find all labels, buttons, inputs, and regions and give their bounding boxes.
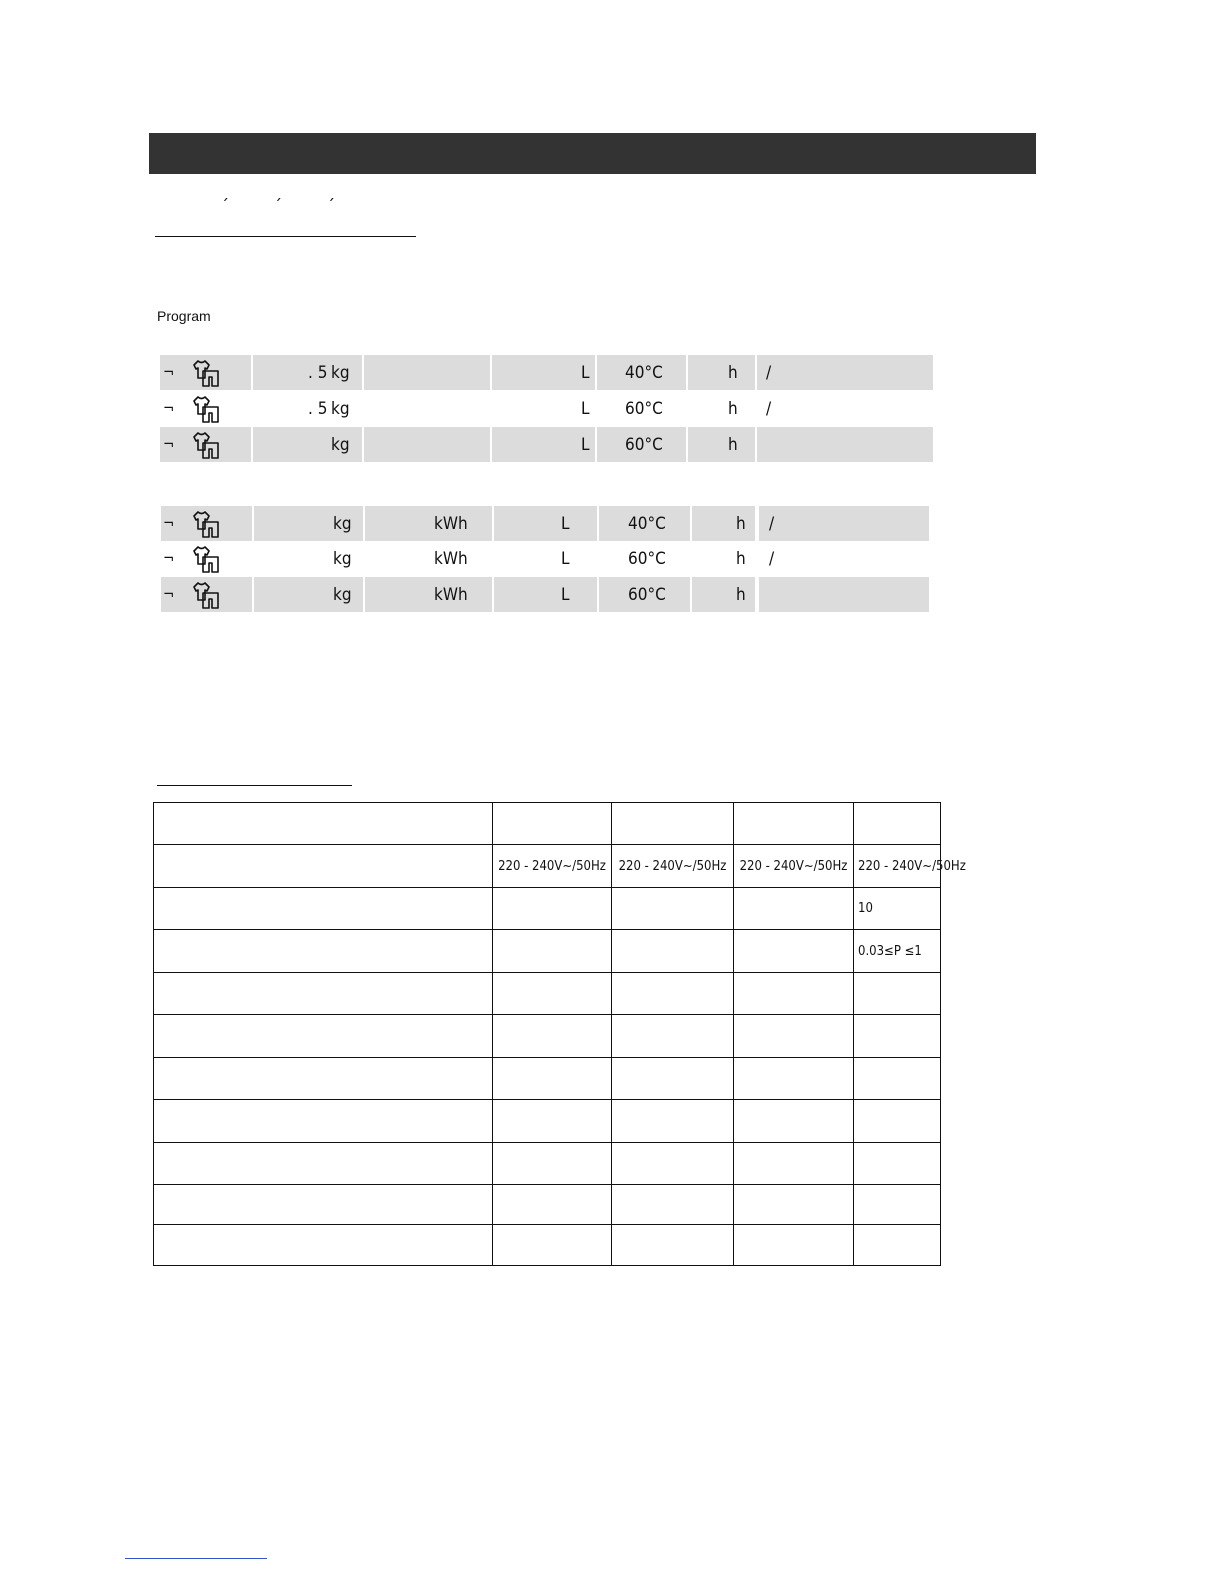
spec-label-cell [154,1015,493,1058]
program-cell [492,427,595,462]
spec-value-cell [493,1015,612,1058]
spec-value-cell [734,1143,854,1185]
spec-value-cell [612,1015,734,1058]
spec-label-cell [154,1225,493,1266]
row-symbol: ¬ [163,585,175,603]
program-cell [757,427,933,462]
separator-slash: / [769,514,775,534]
spec-value-cell: 0.03≤P ≤1 [854,930,941,973]
spec-value-cell [854,1225,941,1266]
section-header-bar [149,133,1036,174]
spec-label-cell [154,888,493,930]
spec-value-cell [612,803,734,845]
spec-value-cell [612,930,734,973]
subheading-underline [155,236,416,237]
spec-value-cell [493,973,612,1015]
subheading-mark-3: ´ [327,196,335,215]
load-unit: kg [333,549,352,569]
spec-label-cell [154,1143,493,1185]
spec-value-cell [612,1058,734,1100]
spec-value-cell [734,1100,854,1143]
spec-label-cell [154,930,493,973]
spec-value-cell [734,930,854,973]
spec-value-cell: 10 [854,888,941,930]
row-symbol: ¬ [163,363,175,381]
spec-value-cell [493,930,612,973]
program-cell [364,355,490,390]
spec-row [154,1143,941,1185]
spec-value-cell [734,888,854,930]
spec-value-cell [734,1015,854,1058]
spec-label-cell [154,845,493,888]
spec-value-cell [493,1058,612,1100]
water-unit: L [581,435,590,455]
spec-row [154,845,941,888]
spec-value-cell [854,1015,941,1058]
separator-slash: / [769,549,775,569]
spec-row [154,888,941,930]
spec-value-cell [854,973,941,1015]
spec-value-cell: 220 - 240V~/50Hz [493,845,612,888]
spec-value-cell [734,973,854,1015]
spec-row [154,803,941,845]
energy-unit: kWh [434,514,468,534]
spec-label-cell [154,1100,493,1143]
separator-slash: / [766,363,772,383]
water-unit: L [581,399,590,419]
spec-label-cell [154,973,493,1015]
spec-row [154,973,941,1015]
row-symbol: ¬ [163,514,175,532]
spec-value-cell: 220 - 240V~/50Hz [734,845,854,888]
spec-value-cell [612,1225,734,1266]
spec-value-cell [493,1185,612,1225]
program-cell [365,541,492,576]
temperature: 60°C [625,435,663,455]
spec-value-cell [854,1143,941,1185]
program-cell [365,577,492,612]
duration-unit: h [728,435,738,455]
program-cell [492,355,595,390]
load-value: . 5 [308,399,328,419]
spec-row [154,1225,941,1266]
separator-slash: / [766,399,772,419]
spec-value-cell [493,803,612,845]
spec-value-cell [493,1100,612,1143]
temperature: 60°C [625,399,663,419]
spec-value-cell [854,1100,941,1143]
water-unit: L [561,585,570,605]
laundry-shirt-icon [192,580,222,610]
laundry-shirt-icon [192,358,222,388]
water-unit: L [581,363,590,383]
spec-row [154,1015,941,1058]
water-unit: L [561,549,570,569]
duration-unit: h [736,514,746,534]
program-cell [759,541,929,576]
load-unit: kg [331,363,350,383]
program-cell [757,391,933,426]
spec-value-cell [734,1058,854,1100]
energy-unit: kWh [434,585,468,605]
energy-unit: kWh [434,549,468,569]
program-cell [757,355,933,390]
spec-value-cell [493,888,612,930]
spec-value-cell [612,888,734,930]
spec-value-cell [854,803,941,845]
spec-value-cell: 220 - 240V~/50Hz [612,845,734,888]
spec-label-cell [154,1058,493,1100]
spec-value-cell [493,1143,612,1185]
spec-value-cell [612,973,734,1015]
spec-table [153,802,966,1266]
spec-heading-underline [157,785,352,786]
spec-label-cell [154,1185,493,1225]
laundry-shirt-icon [192,509,222,539]
program-cell [688,355,755,390]
load-value: . 5 [308,363,328,383]
spec-label-cell [154,803,493,845]
spec-value-cell [612,1143,734,1185]
load-unit: kg [331,399,350,419]
row-symbol: ¬ [163,549,175,567]
footer-link-line [125,1558,267,1559]
subheading-mark-1: ´ [221,196,229,215]
temperature: 40°C [628,514,666,534]
row-symbol: ¬ [163,435,175,453]
program-cell [494,541,597,576]
subheading-mark-2: ´ [274,196,282,215]
spec-value-cell [734,1225,854,1266]
load-unit: kg [333,585,352,605]
laundry-shirt-icon [192,394,222,424]
spec-value-cell [612,1185,734,1225]
program-cell [364,391,490,426]
program-cell [759,577,929,612]
spec-value-cell [854,1058,941,1100]
program-cell [688,427,755,462]
program-cell [688,391,755,426]
row-symbol: ¬ [163,399,175,417]
load-unit: kg [333,514,352,534]
spec-value-cell [493,1225,612,1266]
duration-unit: h [728,399,738,419]
program-cell [492,391,595,426]
water-unit: L [561,514,570,534]
spec-value-cell [734,1185,854,1225]
spec-value-cell: 220 - 240V~/50Hz [854,845,941,888]
program-cell [759,506,929,541]
temperature: 40°C [625,363,663,383]
duration-unit: h [736,549,746,569]
spec-row [154,1100,941,1143]
spec-value-cell [734,803,854,845]
laundry-shirt-icon [192,430,222,460]
program-cell [494,506,597,541]
spec-value-cell [854,1185,941,1225]
program-cell [365,506,492,541]
program-label: Program [157,308,211,324]
duration-unit: h [736,585,746,605]
load-unit: kg [331,435,350,455]
temperature: 60°C [628,585,666,605]
program-cell [364,427,490,462]
spec-row [154,1185,941,1225]
spec-row [154,1058,941,1100]
duration-unit: h [728,363,738,383]
spec-row [154,930,941,973]
temperature: 60°C [628,549,666,569]
program-cell [494,577,597,612]
laundry-shirt-icon [192,544,222,574]
spec-value-cell [612,1100,734,1143]
